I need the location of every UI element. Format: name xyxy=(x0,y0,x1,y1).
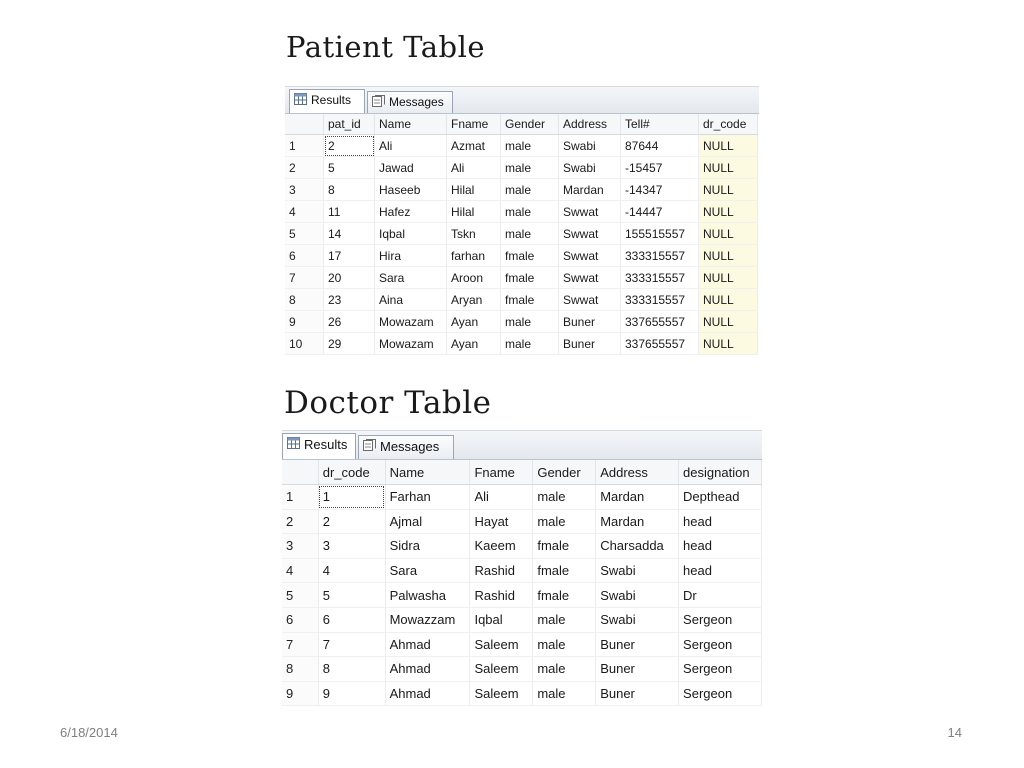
table-cell[interactable]: 9 xyxy=(318,681,385,706)
patient-messages-tab[interactable] xyxy=(367,91,453,113)
table-cell[interactable]: Swabi xyxy=(559,157,621,179)
table-cell[interactable]: 26 xyxy=(324,311,375,333)
table-cell[interactable]: NULL xyxy=(699,267,758,289)
doctor-results-panel xyxy=(282,430,762,712)
table-row[interactable] xyxy=(282,583,762,608)
table-cell[interactable]: Hilal xyxy=(447,201,501,223)
table-cell[interactable]: 4 xyxy=(318,558,385,583)
table-cell[interactable]: -14347 xyxy=(621,179,699,201)
table-row[interactable] xyxy=(285,289,758,311)
table-row[interactable] xyxy=(282,681,762,706)
table-cell[interactable]: NULL xyxy=(699,245,758,267)
table-row[interactable] xyxy=(282,558,762,583)
table-cell[interactable]: NULL xyxy=(699,201,758,223)
table-cell[interactable]: Saleem xyxy=(470,657,533,682)
doctor-col-fname[interactable]: Fname xyxy=(470,460,533,485)
table-cell[interactable]: 1 xyxy=(318,485,385,510)
table-cell[interactable]: fmale xyxy=(533,583,596,608)
table-cell[interactable]: Jawad xyxy=(375,157,447,179)
table-cell[interactable]: Buner xyxy=(559,333,621,355)
table-cell[interactable]: male xyxy=(533,657,596,682)
table-row[interactable] xyxy=(285,179,758,201)
table-cell[interactable]: Sara xyxy=(375,267,447,289)
table-cell[interactable]: head xyxy=(679,558,762,583)
table-cell[interactable]: 5 xyxy=(324,157,375,179)
doctor-col-address[interactable]: Address xyxy=(596,460,679,485)
row-number: 6 xyxy=(285,245,324,267)
table-cell[interactable]: 333315557 xyxy=(621,289,699,311)
table-cell[interactable]: Buner xyxy=(596,681,679,706)
table-cell[interactable]: NULL xyxy=(699,289,758,311)
table-row[interactable] xyxy=(282,607,762,632)
table-cell[interactable]: Mowazam xyxy=(375,311,447,333)
table-cell[interactable]: Mardan xyxy=(596,485,679,510)
table-cell[interactable]: Palwasha xyxy=(385,583,470,608)
table-cell[interactable]: Aroon xyxy=(447,267,501,289)
table-cell[interactable]: male xyxy=(533,632,596,657)
table-cell[interactable]: Farhan xyxy=(385,485,470,510)
table-cell[interactable]: Swabi xyxy=(596,583,679,608)
table-cell[interactable]: 20 xyxy=(324,267,375,289)
table-cell[interactable]: Swwat xyxy=(559,223,621,245)
table-cell[interactable]: 7 xyxy=(318,632,385,657)
table-cell[interactable]: Sergeon xyxy=(679,607,762,632)
row-number: 4 xyxy=(285,201,324,223)
table-row[interactable] xyxy=(282,534,762,559)
doctor-table-title: Doctor Table xyxy=(284,385,492,421)
table-cell[interactable]: fmale xyxy=(501,267,559,289)
table-cell[interactable]: NULL xyxy=(699,157,758,179)
table-cell[interactable]: fmale xyxy=(533,534,596,559)
row-number: 4 xyxy=(282,558,318,583)
table-cell[interactable]: Saleem xyxy=(470,632,533,657)
patient-header-row xyxy=(285,114,758,135)
table-cell[interactable]: fmale xyxy=(533,558,596,583)
table-row[interactable] xyxy=(285,201,758,223)
table-row[interactable] xyxy=(285,267,758,289)
table-cell[interactable]: Ali xyxy=(447,157,501,179)
table-cell[interactable]: Ahmad xyxy=(385,632,470,657)
table-cell[interactable]: Ayan xyxy=(447,311,501,333)
patient-table-title: Patient Table xyxy=(286,30,486,64)
doctor-header-row xyxy=(282,460,762,485)
table-row[interactable] xyxy=(282,657,762,682)
table-cell[interactable]: 337655557 xyxy=(621,333,699,355)
table-cell[interactable]: Charsadda xyxy=(596,534,679,559)
table-cell[interactable]: 8 xyxy=(324,179,375,201)
table-cell[interactable]: Swwat xyxy=(559,267,621,289)
row-number: 3 xyxy=(285,179,324,201)
table-cell[interactable]: Azmat xyxy=(447,135,501,157)
doctor-col-rownum xyxy=(282,460,318,485)
table-cell[interactable]: 333315557 xyxy=(621,245,699,267)
table-cell[interactable]: farhan xyxy=(447,245,501,267)
table-row[interactable] xyxy=(285,245,758,267)
doctor-tab-bar xyxy=(282,430,762,460)
grid-icon xyxy=(294,93,307,105)
table-cell[interactable]: Iqbal xyxy=(470,607,533,632)
table-row[interactable] xyxy=(282,509,762,534)
row-number: 5 xyxy=(285,223,324,245)
table-cell[interactable]: Haseeb xyxy=(375,179,447,201)
doctor-col-dr-code[interactable]: dr_code xyxy=(318,460,385,485)
table-cell[interactable]: Sergeon xyxy=(679,632,762,657)
row-number: 8 xyxy=(282,657,318,682)
table-cell[interactable]: 333315557 xyxy=(621,267,699,289)
table-cell[interactable]: Iqbal xyxy=(375,223,447,245)
patient-col-tell[interactable]: Tell# xyxy=(621,114,699,135)
row-number: 5 xyxy=(282,583,318,608)
table-cell[interactable]: Dr xyxy=(679,583,762,608)
table-cell[interactable]: Hilal xyxy=(447,179,501,201)
table-cell[interactable]: Hafez xyxy=(375,201,447,223)
table-cell[interactable]: 8 xyxy=(318,657,385,682)
table-cell[interactable]: male xyxy=(501,179,559,201)
patient-col-fname[interactable]: Fname xyxy=(447,114,501,135)
table-cell[interactable]: Mardan xyxy=(559,179,621,201)
table-cell[interactable]: Ayan xyxy=(447,333,501,355)
table-cell[interactable]: 155515557 xyxy=(621,223,699,245)
row-number: 7 xyxy=(285,267,324,289)
patient-col-gender[interactable]: Gender xyxy=(501,114,559,135)
table-cell[interactable]: Buner xyxy=(596,657,679,682)
table-row[interactable] xyxy=(285,135,758,157)
table-cell[interactable]: Mardan xyxy=(596,509,679,534)
slide-number: 14 xyxy=(947,725,962,740)
table-cell[interactable]: Swabi xyxy=(559,135,621,157)
patient-results-tab-label: Results xyxy=(311,93,352,107)
table-cell[interactable]: fmale xyxy=(501,289,559,311)
table-cell[interactable]: Rashid xyxy=(470,558,533,583)
table-cell[interactable]: male xyxy=(533,607,596,632)
patient-col-address[interactable]: Address xyxy=(559,114,621,135)
row-number: 2 xyxy=(285,157,324,179)
table-cell[interactable]: Mowazzam xyxy=(385,607,470,632)
table-cell[interactable]: 337655557 xyxy=(621,311,699,333)
table-cell[interactable]: Swabi xyxy=(596,558,679,583)
table-row[interactable] xyxy=(282,632,762,657)
table-cell[interactable]: male xyxy=(501,157,559,179)
doctor-grid-body xyxy=(282,485,762,706)
table-cell[interactable]: male xyxy=(533,485,596,510)
table-cell[interactable]: Ahmad xyxy=(385,681,470,706)
footer-date: 6/18/2014 xyxy=(60,725,118,740)
table-cell[interactable]: Hira xyxy=(375,245,447,267)
patient-results-panel xyxy=(285,86,759,354)
table-cell[interactable]: Kaeem xyxy=(470,534,533,559)
row-number: 7 xyxy=(282,632,318,657)
messages-icon xyxy=(363,439,376,451)
doctor-results-grid xyxy=(282,460,762,706)
table-cell[interactable]: Tskn xyxy=(447,223,501,245)
doctor-results-tab-label: Results xyxy=(304,437,348,452)
table-row[interactable] xyxy=(285,333,758,355)
row-number: 1 xyxy=(282,485,318,510)
table-cell[interactable]: Buner xyxy=(596,632,679,657)
doctor-messages-tab[interactable] xyxy=(358,435,454,459)
table-cell[interactable]: -15457 xyxy=(621,157,699,179)
table-cell[interactable]: Aina xyxy=(375,289,447,311)
table-cell[interactable]: Mowazam xyxy=(375,333,447,355)
table-cell[interactable]: Sara xyxy=(385,558,470,583)
row-number: 6 xyxy=(282,607,318,632)
table-cell[interactable]: male xyxy=(501,135,559,157)
patient-col-name[interactable]: Name xyxy=(375,114,447,135)
table-cell[interactable]: Ali xyxy=(375,135,447,157)
table-cell[interactable]: Buner xyxy=(559,311,621,333)
patient-col-rownum xyxy=(285,114,324,135)
doctor-col-gender[interactable]: Gender xyxy=(533,460,596,485)
table-cell[interactable]: Ahmad xyxy=(385,657,470,682)
table-cell[interactable]: NULL xyxy=(699,179,758,201)
table-cell[interactable]: Ali xyxy=(470,485,533,510)
table-cell[interactable]: NULL xyxy=(699,311,758,333)
table-cell[interactable]: male xyxy=(501,223,559,245)
row-number: 3 xyxy=(282,534,318,559)
row-number: 10 xyxy=(285,333,324,355)
table-cell[interactable]: fmale xyxy=(501,245,559,267)
table-cell[interactable]: male xyxy=(501,333,559,355)
table-cell[interactable]: male xyxy=(501,311,559,333)
table-cell[interactable]: 3 xyxy=(318,534,385,559)
table-cell[interactable]: 29 xyxy=(324,333,375,355)
table-cell[interactable]: Rashid xyxy=(470,583,533,608)
table-cell[interactable]: 87644 xyxy=(621,135,699,157)
patient-col-dr-code[interactable]: dr_code xyxy=(699,114,758,135)
table-cell[interactable]: Swwat xyxy=(559,289,621,311)
table-cell[interactable]: Aryan xyxy=(447,289,501,311)
table-cell[interactable]: head xyxy=(679,534,762,559)
table-row[interactable] xyxy=(282,485,762,510)
table-cell[interactable]: 17 xyxy=(324,245,375,267)
table-cell[interactable]: 5 xyxy=(318,583,385,608)
table-cell[interactable]: male xyxy=(501,201,559,223)
table-cell[interactable]: male xyxy=(533,509,596,534)
table-cell[interactable]: Depthead xyxy=(679,485,762,510)
patient-results-grid xyxy=(285,114,758,355)
grid-icon xyxy=(287,437,300,449)
doctor-messages-tab-label: Messages xyxy=(380,439,440,454)
row-number: 1 xyxy=(285,135,324,157)
patient-grid-body xyxy=(285,135,758,355)
row-number: 9 xyxy=(282,681,318,706)
patient-results-tab[interactable] xyxy=(289,89,365,113)
doctor-col-name[interactable]: Name xyxy=(385,460,470,485)
table-cell[interactable]: 6 xyxy=(318,607,385,632)
doctor-results-tab[interactable] xyxy=(282,433,356,459)
table-cell[interactable]: 2 xyxy=(324,135,375,157)
doctor-col-designation[interactable]: designation xyxy=(679,460,762,485)
table-cell[interactable]: 23 xyxy=(324,289,375,311)
table-cell[interactable]: Saleem xyxy=(470,681,533,706)
messages-icon xyxy=(372,95,385,107)
table-cell[interactable]: NULL xyxy=(699,333,758,355)
table-cell[interactable]: Sidra xyxy=(385,534,470,559)
table-cell[interactable]: 2 xyxy=(318,509,385,534)
patient-col-pat-id[interactable]: pat_id xyxy=(324,114,375,135)
table-cell[interactable]: Sergeon xyxy=(679,681,762,706)
table-cell[interactable]: Hayat xyxy=(470,509,533,534)
table-cell[interactable]: Sergeon xyxy=(679,657,762,682)
row-number: 9 xyxy=(285,311,324,333)
row-number: 8 xyxy=(285,289,324,311)
table-cell[interactable]: -14447 xyxy=(621,201,699,223)
table-row[interactable] xyxy=(285,223,758,245)
table-cell[interactable]: head xyxy=(679,509,762,534)
patient-messages-tab-label: Messages xyxy=(389,95,444,109)
table-cell[interactable]: Swwat xyxy=(559,245,621,267)
table-cell[interactable]: Swabi xyxy=(596,607,679,632)
patient-tab-bar xyxy=(285,86,759,114)
table-cell[interactable]: Ajmal xyxy=(385,509,470,534)
table-cell[interactable]: 14 xyxy=(324,223,375,245)
table-row[interactable] xyxy=(285,157,758,179)
table-cell[interactable]: 11 xyxy=(324,201,375,223)
table-row[interactable] xyxy=(285,311,758,333)
row-number: 2 xyxy=(282,509,318,534)
table-cell[interactable]: NULL xyxy=(699,223,758,245)
table-cell[interactable]: male xyxy=(533,681,596,706)
table-cell[interactable]: NULL xyxy=(699,135,758,157)
table-cell[interactable]: Swwat xyxy=(559,201,621,223)
